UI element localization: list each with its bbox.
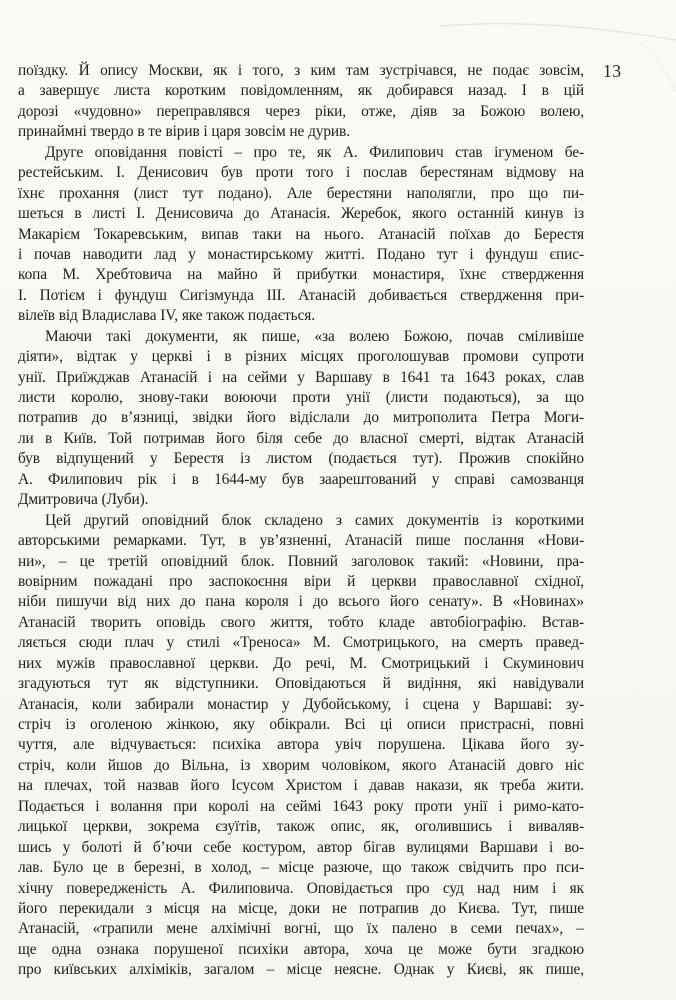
text-line: Атанасій, «трапили мене алхімічні вогні, що їх палено в семи печах», – [18,920,584,938]
text-line: Атанасія, коли забирали монастир у Дубойському, і сцена у Варшаві: зу- [18,695,584,713]
text-line: його перекидали з місця на місце, доки не потрапив до Києва. Тут, пише [18,899,584,917]
text-line: лицької церкви, зокрема єзуїтів, також опис, як, оголившись і виваляв- [18,818,584,836]
text-line: Цей другий оповідний блок складено з самих документів із короткими [45,511,584,529]
text-line: ляється сюди плач у стилі «Треноса» М. Смотрицького, на смерть правед- [18,634,584,652]
body-text-block [18,61,584,981]
text-line: вілеїв від Владислава IV, яке також подається. [18,307,315,325]
text-line: унії. Приїжджав Атанасій і на сейми у Варшаву в 1641 та 1643 роках, слав [18,368,584,386]
text-line: а завершує листа коротким повідомленням, як добирався назад. І в цій [18,82,584,100]
text-line: потрапив до в’язниці, звідки його відіслали до митрополита Петра Моги- [18,409,584,427]
text-line: їхнє прохання (лист тут подано). Але берестяни наполягли, про що пи- [18,184,584,202]
text-line: Дмитровича (Луби). [18,491,149,509]
text-line: шеться в листі І. Денисовича до Атанасія. Жеребок, якого останній кинув із [18,205,584,223]
text-line: ни», – це третій оповідний блок. Повний заголовок такий: «Новини, пра- [18,552,584,570]
page-number: 13 [603,61,622,81]
text-line: листи королю, знову-таки воюючи проти унії (листи подаються), за що [18,389,584,406]
text-line: них мужів православної церкви. До речі, М. Смотрицький і Скуминович [18,654,584,672]
text-line: лав. Було це в березні, в холод, – місце разюче, що також свідчить про пси- [18,859,584,877]
text-line: Макарієм Токаревським, випав таки на нього. Атанасій поїхав до Берестя [18,225,584,243]
text-line: хічну повередженість А. Филиповича. Оповідається про суд над ним і як [18,879,584,897]
text-line: стріч, коли йшов до Вільна, із хворим чоловіком, якого Атанасій довго ніс [18,756,584,774]
text-line: Подається і волання при королі на сеймі 1643 року проти унії і римо-като- [18,797,584,815]
text-line: рестейським. І. Денисович був проти того і послав берестянам відмову на [18,164,584,182]
text-line: про київських алхіміків, загалом – місце неясне. Однак у Києві, як пише, [18,961,584,979]
text-line: вовірним пожадані про заспокоєння віри й церкви православної східної, [18,572,584,590]
text-line: був відпущений у Берестя із листом (подається тут). Прожив спокійно [18,450,584,468]
text-line: Друге оповідання повісті – про те, як А. Филипович став ігуменом бе- [45,143,584,161]
text-line: поїздку. Й опису Москви, як і того, з ким там зустрічався, не подає зовсім, [18,62,584,79]
text-line: діяти», відтак у церкві і в різних місцях проголошував промови супроти [18,348,584,366]
paragraph [18,327,584,511]
text-line: згадуються тут як відступники. Оповідаються й видіння, які навідували [18,675,584,693]
text-line: копа М. Хребтовича на майно й прибутки монастиря, їхнє ствердження [18,266,584,284]
text-line: ніби пишучи від них до пана короля і до всього його сенату». В «Новинах» [18,593,584,611]
text-line: Маючи такі документи, як пише, «за волею Божою, почав сміливіше [45,327,584,345]
text-line: стріч із оголеною жінкою, яку обікрали. Всі ці описи пристрасні, повні [18,716,584,733]
text-line: І. Потієм і фундуш Сигізмунда III. Атанасій добивається ствердження при- [18,286,584,304]
text-line: ще одна ознака порушеної психіки автора, хоча це може бути згадкою [18,940,584,958]
paragraph [18,511,584,981]
text-line: авторськими ремарками. Тут, в ув’язненні, Атанасій пише послання «Нови- [18,532,584,550]
text-line: А. Филипович рік і в 1644-му був заарештований у справі самозванця [18,470,584,488]
text-line: на плечах, той назвав його Ісусом Христом і давав накази, як треба жити. [18,777,584,795]
text-line: і почав наводити лад у монастирському житті. Подано тут і фундуш єпис- [18,245,584,263]
text-line: ли в Київ. Той потримав його біля себе до власної смерті, відтак Атанасій [18,429,584,447]
text-line: Атанасій творить оповідь свого життя, тобто кладе автобіографію. Встав- [18,613,584,631]
text-line: дорозі «чудовно» переправлявся через ріки, отже, діяв за Божою волею, [18,102,584,120]
text-line: чуття, але відчувається: психіка автора увіч порушена. Цікава його зу- [18,736,584,754]
text-line: шись у болоті й б’ючи себе костуром, автор бігав вулицями Варшави і во- [18,838,584,856]
paragraph [18,61,584,143]
text-line: принаймні твердо в те вірив і царя зовсім не дурив. [18,123,350,141]
paragraph [18,143,584,327]
